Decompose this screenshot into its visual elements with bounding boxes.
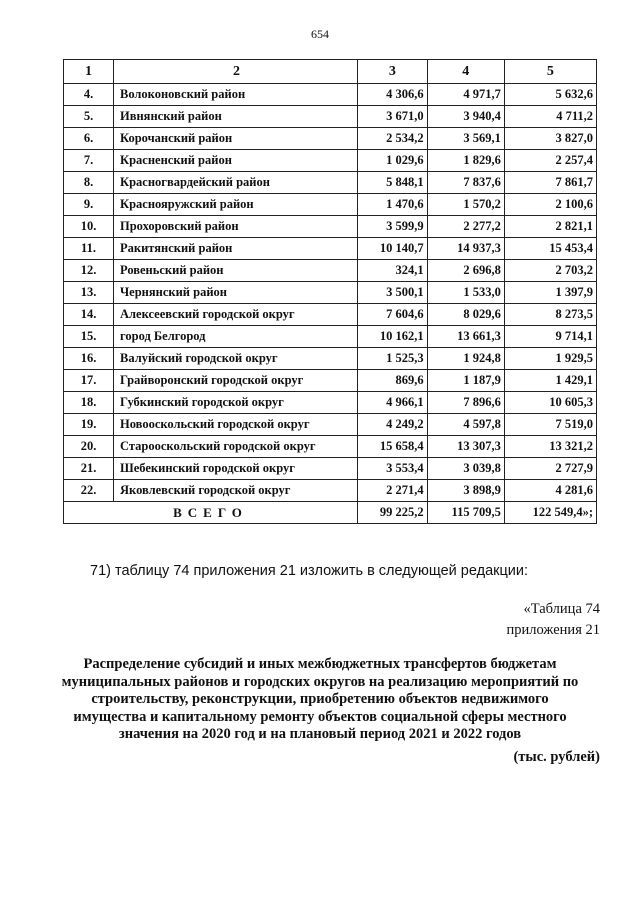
column-header: 4 bbox=[427, 60, 504, 84]
district-name: Ровеньский район bbox=[114, 260, 358, 282]
value-2021: 3 898,9 bbox=[427, 480, 504, 502]
row-number: 6. bbox=[64, 128, 114, 150]
table-reference-line1: «Таблица 74 bbox=[523, 601, 600, 617]
table-body bbox=[64, 84, 597, 502]
table-row bbox=[64, 172, 597, 194]
district-name: город Белгород bbox=[114, 326, 358, 348]
amendment-instruction: 71) таблицу 74 приложения 21 изложить в следующей редакции: bbox=[90, 563, 529, 579]
district-name: Ивнянский район bbox=[114, 106, 358, 128]
value-2020: 1 470,6 bbox=[358, 194, 428, 216]
total-value-2020: 99 225,2 bbox=[358, 502, 428, 524]
table-row bbox=[64, 194, 597, 216]
caption-line: муниципальных районов и городских округов на реализацию мероприятий по bbox=[61, 673, 579, 690]
district-name: Красногвардейский район bbox=[114, 172, 358, 194]
row-number: 17. bbox=[64, 370, 114, 392]
district-name: Новооскольский городской округ bbox=[114, 414, 358, 436]
value-2020: 4 249,2 bbox=[358, 414, 428, 436]
table-reference-line2: приложения 21 bbox=[506, 622, 600, 638]
total-label: ВСЕГО bbox=[64, 502, 358, 524]
district-name: Старооскольский городской округ bbox=[114, 436, 358, 458]
value-2021: 4 597,8 bbox=[427, 414, 504, 436]
table-row bbox=[64, 392, 597, 414]
value-2020: 1 525,3 bbox=[358, 348, 428, 370]
value-2020: 2 271,4 bbox=[358, 480, 428, 502]
value-2020: 1 029,6 bbox=[358, 150, 428, 172]
value-2020: 3 671,0 bbox=[358, 106, 428, 128]
table-row bbox=[64, 282, 597, 304]
value-2022: 7 519,0 bbox=[504, 414, 596, 436]
district-name: Яковлевский городской округ bbox=[114, 480, 358, 502]
value-2020: 3 599,9 bbox=[358, 216, 428, 238]
row-number: 13. bbox=[64, 282, 114, 304]
value-2022: 9 714,1 bbox=[504, 326, 596, 348]
row-number: 8. bbox=[64, 172, 114, 194]
value-2022: 2 703,2 bbox=[504, 260, 596, 282]
table-row bbox=[64, 238, 597, 260]
row-number: 21. bbox=[64, 458, 114, 480]
row-number: 7. bbox=[64, 150, 114, 172]
value-2021: 13 661,3 bbox=[427, 326, 504, 348]
table-header-row bbox=[64, 60, 597, 84]
table-row bbox=[64, 480, 597, 502]
caption-line: имущества и капитальному ремонту объектов социальной сферы местного bbox=[73, 708, 567, 725]
value-2022: 3 827,0 bbox=[504, 128, 596, 150]
district-name: Губкинский городской округ bbox=[114, 392, 358, 414]
district-name: Ракитянский район bbox=[114, 238, 358, 260]
value-2021: 1 829,6 bbox=[427, 150, 504, 172]
value-2020: 5 848,1 bbox=[358, 172, 428, 194]
value-2022: 1 397,9 bbox=[504, 282, 596, 304]
value-2020: 7 604,6 bbox=[358, 304, 428, 326]
row-number: 12. bbox=[64, 260, 114, 282]
column-header: 5 bbox=[504, 60, 596, 84]
value-2020: 3 553,4 bbox=[358, 458, 428, 480]
value-2022: 13 321,2 bbox=[504, 436, 596, 458]
district-name: Валуйский городской округ bbox=[114, 348, 358, 370]
value-2021: 2 277,2 bbox=[427, 216, 504, 238]
value-2020: 4 306,6 bbox=[358, 84, 428, 106]
district-name: Грайворонский городской округ bbox=[114, 370, 358, 392]
value-2020: 10 140,7 bbox=[358, 238, 428, 260]
district-name: Алексеевский городской округ bbox=[114, 304, 358, 326]
value-2022: 1 929,5 bbox=[504, 348, 596, 370]
row-number: 20. bbox=[64, 436, 114, 458]
row-number: 10. bbox=[64, 216, 114, 238]
column-header: 2 bbox=[114, 60, 358, 84]
table-row bbox=[64, 150, 597, 172]
value-2022: 2 100,6 bbox=[504, 194, 596, 216]
row-number: 19. bbox=[64, 414, 114, 436]
value-2022: 2 257,4 bbox=[504, 150, 596, 172]
row-number: 4. bbox=[64, 84, 114, 106]
district-name: Чернянский район bbox=[114, 282, 358, 304]
value-2021: 14 937,3 bbox=[427, 238, 504, 260]
table-row bbox=[64, 260, 597, 282]
subsidy-table bbox=[63, 59, 597, 524]
value-2022: 4 711,2 bbox=[504, 106, 596, 128]
total-row bbox=[64, 502, 597, 524]
value-2021: 13 307,3 bbox=[427, 436, 504, 458]
row-number: 11. bbox=[64, 238, 114, 260]
table-row bbox=[64, 414, 597, 436]
column-header: 1 bbox=[64, 60, 114, 84]
value-2021: 1 570,2 bbox=[427, 194, 504, 216]
value-2020: 3 500,1 bbox=[358, 282, 428, 304]
value-2020: 324,1 bbox=[358, 260, 428, 282]
value-2022: 1 429,1 bbox=[504, 370, 596, 392]
value-2022: 2 727,9 bbox=[504, 458, 596, 480]
page-number: 654 bbox=[311, 27, 329, 41]
value-2022: 8 273,5 bbox=[504, 304, 596, 326]
column-header: 3 bbox=[358, 60, 428, 84]
row-number: 18. bbox=[64, 392, 114, 414]
row-number: 9. bbox=[64, 194, 114, 216]
value-2022: 4 281,6 bbox=[504, 480, 596, 502]
value-2022: 2 821,1 bbox=[504, 216, 596, 238]
table-row bbox=[64, 216, 597, 238]
value-2021: 1 187,9 bbox=[427, 370, 504, 392]
row-number: 22. bbox=[64, 480, 114, 502]
value-2021: 2 696,8 bbox=[427, 260, 504, 282]
value-2021: 1 533,0 bbox=[427, 282, 504, 304]
value-2021: 1 924,8 bbox=[427, 348, 504, 370]
value-2022: 5 632,6 bbox=[504, 84, 596, 106]
district-name: Волоконовский район bbox=[114, 84, 358, 106]
value-2021: 3 039,8 bbox=[427, 458, 504, 480]
table-row bbox=[64, 128, 597, 150]
district-name: Корочанский район bbox=[114, 128, 358, 150]
total-value-2021: 115 709,5 bbox=[427, 502, 504, 524]
value-2020: 15 658,4 bbox=[358, 436, 428, 458]
value-2021: 3 940,4 bbox=[427, 106, 504, 128]
total-value-2022: 122 549,4»; bbox=[504, 502, 596, 524]
row-number: 16. bbox=[64, 348, 114, 370]
table-caption bbox=[45, 656, 595, 744]
table-row bbox=[64, 106, 597, 128]
caption-line: Распределение субсидий и иных межбюджетных трансфертов бюджетам bbox=[83, 656, 557, 672]
value-2020: 869,6 bbox=[358, 370, 428, 392]
value-2021: 8 029,6 bbox=[427, 304, 504, 326]
value-2022: 10 605,3 bbox=[504, 392, 596, 414]
table-row bbox=[64, 436, 597, 458]
table-row bbox=[64, 304, 597, 326]
value-2020: 4 966,1 bbox=[358, 392, 428, 414]
value-2022: 15 453,4 bbox=[504, 238, 596, 260]
district-name: Красненский район bbox=[114, 150, 358, 172]
row-number: 5. bbox=[64, 106, 114, 128]
table-row bbox=[64, 326, 597, 348]
value-2021: 7 896,6 bbox=[427, 392, 504, 414]
table-row bbox=[64, 458, 597, 480]
table-row bbox=[64, 348, 597, 370]
district-name: Шебекинский городской округ bbox=[114, 458, 358, 480]
caption-line: значения на 2020 год и на плановый период 2021 и 2022 годов bbox=[118, 726, 522, 742]
value-2020: 2 534,2 bbox=[358, 128, 428, 150]
value-2022: 7 861,7 bbox=[504, 172, 596, 194]
district-name: Прохоровский район bbox=[114, 216, 358, 238]
value-2021: 7 837,6 bbox=[427, 172, 504, 194]
units-label: (тыс. рублей) bbox=[513, 749, 600, 765]
district-name: Краснояружский район bbox=[114, 194, 358, 216]
row-number: 15. bbox=[64, 326, 114, 348]
caption-line: строительству, реконструкции, приобретению объектов недвижимого bbox=[91, 691, 549, 707]
table-row bbox=[64, 84, 597, 106]
table-row bbox=[64, 370, 597, 392]
value-2021: 3 569,1 bbox=[427, 128, 504, 150]
row-number: 14. bbox=[64, 304, 114, 326]
value-2021: 4 971,7 bbox=[427, 84, 504, 106]
value-2020: 10 162,1 bbox=[358, 326, 428, 348]
